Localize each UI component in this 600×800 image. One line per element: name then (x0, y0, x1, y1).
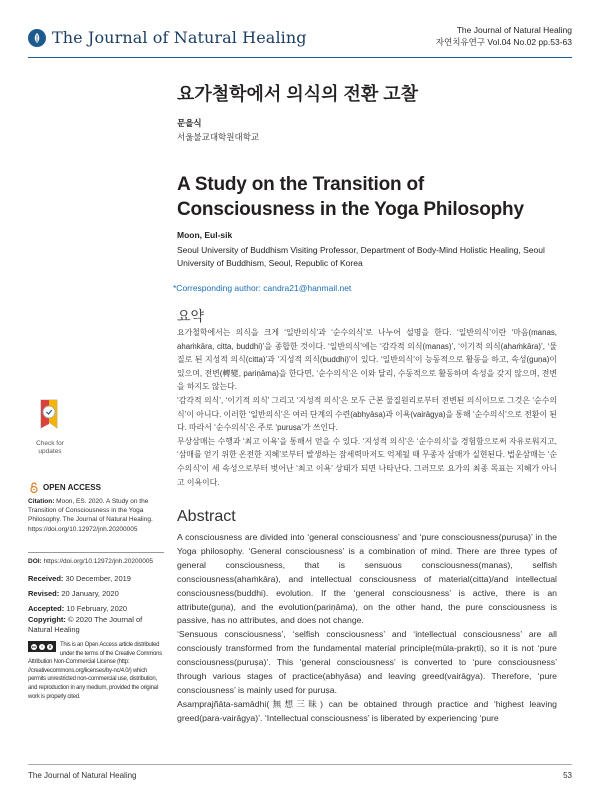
citation-label: Citation: (28, 498, 55, 505)
cc-icon: cc (31, 643, 37, 649)
english-abstract-paragraph: ‘Sensuous consciousness’, ‘selfish consciousness’ and ‘intellectual consciousness’ are all consciously transformed from the fundamental material principle(mūla-prakṛti), so it is not ‘pure consciousness(puruṣa)’. This ‘general consciousness’ is converted to ‘pure consciousness’ through various stages of practice(abhyāsa) and leaving greed(vairāgya). Therefore, ‘pure consciousness’ is mainly used for puruṣa. (177, 629, 557, 695)
cc-license-badge[interactable] (28, 641, 56, 652)
open-lock-icon (30, 482, 38, 493)
doi-label: DOI: (28, 558, 42, 565)
check-for-updates-badge[interactable] (32, 398, 66, 468)
received-line (28, 574, 131, 583)
corresponding-label: *Corresponding author: (173, 283, 264, 293)
revised-line (28, 589, 119, 598)
page-number: 53 (563, 771, 572, 780)
by-icon: i (39, 644, 45, 650)
header-rule (28, 57, 572, 58)
header-journal-line: The Journal of Natural Healing (456, 25, 572, 35)
header-citation (436, 24, 572, 48)
korean-title: 요가철학에서 의식의 전환 고찰 (177, 84, 419, 104)
license-block (28, 641, 164, 701)
korean-abstract-paragraph: 무상삼매는 수행과 ‘최고 이욕’을 통해서 얻을 수 있다. ‘지성적 의식’은 ‘순수의식’을 경험함으로써 자유로워지고, ‘삼매를 얻기 위한 온전한 지혜’로부터 발생하는 잠세력마저도 억제될 때 무종자 삼매가 실현된다. 법운삼매는 ‘순수의식’이 세 속성으로부터 벗어난 ‘최고 이욕’ 상태가 되면 나타난다. 그러므로 요가의 최종 목표는 지혜가 아니고 이욕이다. (177, 436, 557, 487)
citation-block (28, 497, 164, 534)
korean-abstract-paragraph: ‘감각적 의식’, ‘이기적 의식’ 그리고 ‘지성적 의식’은 모두 근본 물질원리로부터 전변된 의식이므로 그것은 ‘순수의식’이 아니다. 이러한 ‘일반의식’은 여러 단계의 수련(abhyāsa)과 이욕(vairāgya)을 통해 ‘순수의식’으로 전환이 된다. 따라서 ‘순수의식’은 주로 ‘puruṣa’가 쓰인다. (177, 395, 557, 433)
english-abstract-heading: Abstract (177, 508, 236, 525)
doi-line (28, 558, 153, 565)
open-access-row (30, 482, 101, 493)
check-for-updates-label[interactable]: Check for updates (36, 440, 64, 455)
license-text: This is an Open Access article distributed under the terms of the Creative Commons Attribution Non-Commercial License (http: //creativecommons.org/licenses/by-nc/4.0/) which permits unrestricted non-commercial use, distribution, and reproduction in any medium, provided the original work is properly cited. (28, 642, 162, 700)
english-affiliation: Seoul University of Buddhism Visiting Professor, Department of Body-Mind Holistic Healing, Seoul University of Buddhism, Seoul, Republic of Korea (177, 245, 545, 268)
copyright-label: Copyright: (28, 615, 66, 624)
copyright-text: © 2020 The Journal of Natural Healing (28, 615, 143, 634)
divider (28, 552, 164, 553)
footer-journal-name: The Journal of Natural Healing (28, 771, 137, 780)
corresponding-author (173, 283, 351, 293)
copyright-line (28, 615, 164, 635)
journal-logo-icon (28, 29, 46, 47)
header-volume-line: 자연치유연구 Vol.04 No.02 pp.53-63 (435, 37, 572, 47)
footer-rule (28, 764, 572, 765)
nc-icon: $ (48, 643, 52, 649)
revised-label: Revised: (28, 589, 60, 598)
english-abstract-paragraph: A consciousness are divided into ‘general consciousness’ and ‘pure consciousness(puruṣa)’ in the Yoga philosophy. ‘General consciousness’ is a combination of mind. There are three types of general consciousness, that is sensuous consciousness(manas), selfish consciousness(ahaṁkāra), and intellectual consciousness of material(citta)/and intellectual consciousness(buddhi). evolution. If the ‘general consciousness’ is active, there is an attribute(guṇa), and the evolution(pariṇāma), on the other hand, the pure consciousness is passive, has no attributes, and does not change. (177, 532, 557, 626)
korean-abstract (177, 326, 557, 489)
revised-date: 20 January, 2020 (59, 589, 119, 598)
korean-author: 문을식 (177, 118, 202, 128)
citation-text: Moon, ES. 2020. A Study on the Transition of Consciousness in the Yoga Philosophy. The Journal of Natural Healing. https://doi.org/10.12972/jnh.20200005 (28, 498, 153, 533)
english-abstract-paragraph: Asaṃprajñāta-samādhi(無想三昧) can be obtained through practice and ‘highest leaving greed(para-vairāgya)’. ‘Intellectual consciousness’ is liberated by experiencing ‘pure (177, 698, 557, 723)
doi-link[interactable]: https://doi.org/10.12972/jnh.20200005 (41, 558, 154, 565)
received-date: 30 December, 2019 (63, 574, 131, 583)
received-label: Received: (28, 574, 64, 583)
english-title: A Study on the Transition of Consciousness in the Yoga Philosophy (177, 174, 524, 220)
journal-logo (28, 28, 307, 47)
corresponding-email-link[interactable]: candra21@hanmail.net (263, 283, 352, 293)
open-access-label: OPEN ACCESS (43, 483, 101, 492)
english-author: Moon, Eul-sik (177, 230, 233, 240)
korean-affiliation: 서울불교대학원대학교 (177, 132, 260, 142)
english-abstract (177, 531, 557, 726)
accepted-date: 10 February, 2020 (64, 604, 128, 613)
korean-abstract-paragraph: 요가철학에서는 의식을 크게 ‘일반의식’과 ‘순수의식’로 나누어 설명을 한다. ‘일반의식’이란 ‘마음(manas, ahaṁkāra, citta, buddhi)’을 종합한 것이다. ‘일반의식’에는 ‘감각적 의식(manas)’, ‘이기적 의식(ahaṁkāra)’, ‘물질로 된 지성적 의식(citta)’과 ‘지성적 의식(buddhi)’이 있다. ‘일반의식’이 능동적으로 활동을 하고, 속성(guṇa)이 있으며, 전변(轉變, pariṇāma)을 한다면, ‘순수의식’은 이와 달리, 수동적으로 활동하며 속성을 갖지 않으며, 전변을 하지도 않는다. (177, 328, 557, 392)
accepted-label: Accepted: (28, 604, 65, 613)
bookmark-icon (32, 398, 66, 440)
page-header (0, 0, 600, 64)
journal-name: The Journal of Natural Healing (52, 28, 307, 47)
accepted-line (28, 604, 127, 613)
korean-abstract-heading: 요약 (177, 308, 205, 324)
